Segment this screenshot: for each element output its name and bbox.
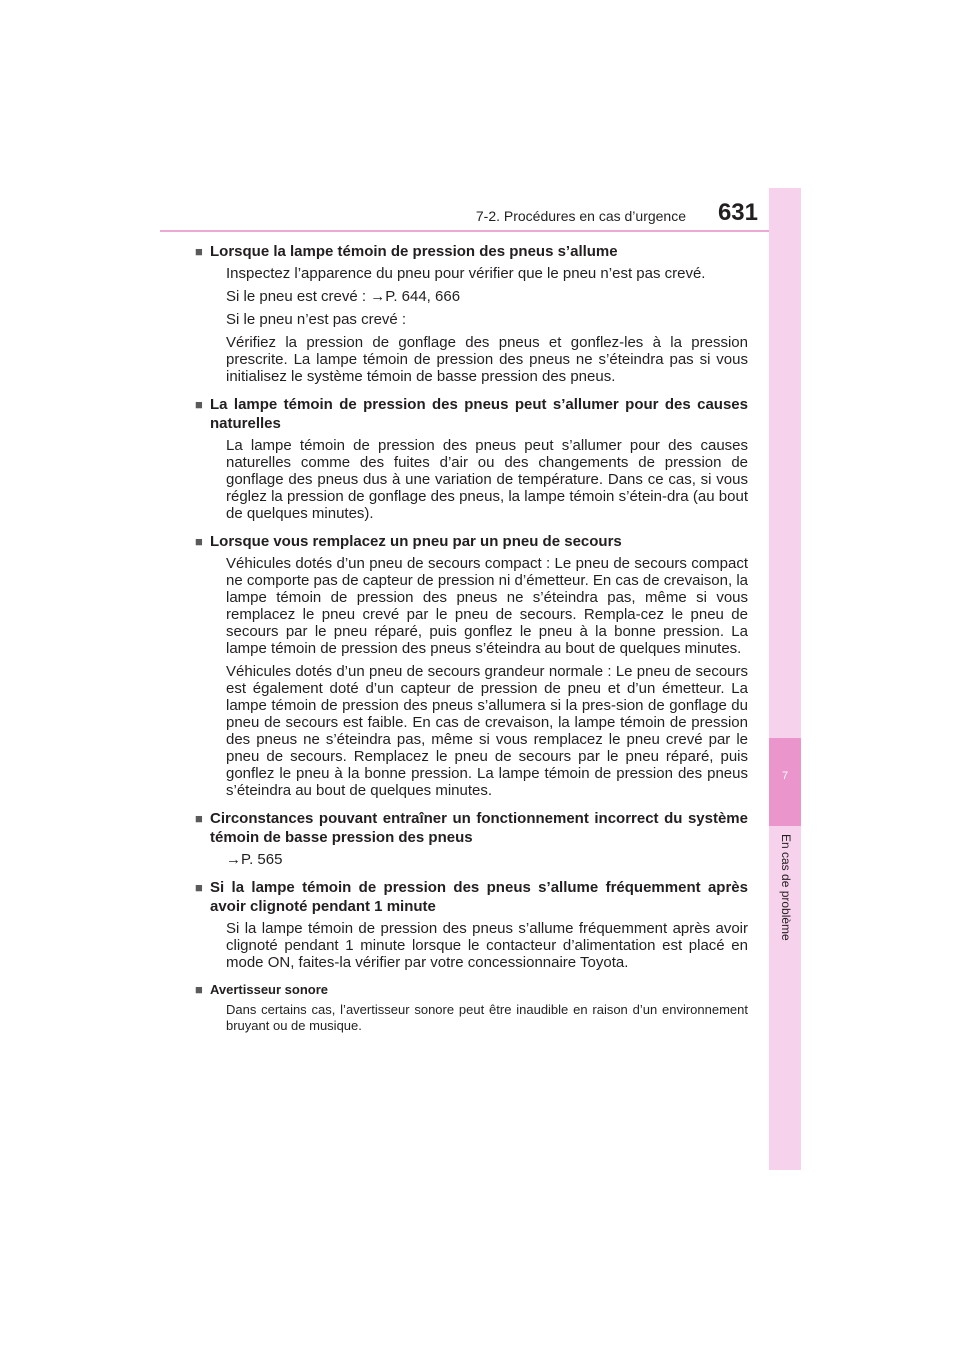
chapter-number: 7: [781, 770, 789, 782]
square-bullet-icon: ■: [195, 397, 203, 412]
square-bullet-icon: ■: [195, 880, 203, 895]
section-heading-text: Lorsque la lampe témoin de pression des pneus s’allume: [210, 243, 618, 260]
section-heading-text: Lorsque vous remplacez un pneu par un pneu de secours: [210, 533, 622, 550]
section-heading: [195, 878, 748, 916]
header-rule: [160, 230, 800, 232]
section-paragraph: Si la lampe témoin de pression des pneus s’allume fréquemment après avoir clignoté pendant 1 minute lorsque le contacteur d’alimentation est placé en mode ON, faites-la vérifier par votre concessionnaire Toyota.: [226, 920, 748, 971]
section-heading-text: Circonstances pouvant entraîner un fonctionnement incorrect du système témoin de basse pression des pneus: [210, 810, 748, 846]
section-paragraph: La lampe témoin de pression des pneus peut s’allumer pour des causes naturelles comme des fuites d’air ou des changements de pression de gonflage des pneus dus à une variation de température. Dans ce cas, si vous réglez la pression de gonflage des pneus, la lampe témoin s’étein-dra (au bout de quelques minutes).: [226, 437, 748, 522]
section-heading: [195, 981, 748, 998]
chapter-number-tab: [769, 738, 801, 826]
square-bullet-icon: ■: [195, 982, 203, 997]
section-heading: [195, 532, 748, 551]
section-paragraph: Vérifiez la pression de gonflage des pneus et gonflez-les à la pression prescrite. La lampe témoin de pression des pneus ne s’éteindra pas si vous initialisez le système témoin de basse pression des pneus.: [226, 334, 748, 385]
section-heading-text: Si la lampe témoin de pression des pneus s’allume fréquemment après avoir clignoté pendant 1 minute: [210, 879, 748, 915]
page-number: 631: [717, 199, 758, 226]
section-paragraph: →P. 565: [226, 851, 283, 868]
section-paragraph: Inspectez l’apparence du pneu pour vérifier que le pneu n’est pas crevé.: [226, 265, 706, 282]
section-block: [195, 532, 748, 799]
section-paragraph: Véhicules dotés d’un pneu de secours compact : Le pneu de secours compact ne comporte pas de capteur de pression ni d’émetteur. En cas de crevaison, la lampe témoin de pression des pneus ne s’éteindra pas, même si vous remplacez le pneu crevé par le pneu de secours. Rempla-cez le pneu de secours par le pneu réparé, puis gonflez le pneu à la bonne pression. La lampe témoin de pression des pneus s’éteindra au bout de quelques minutes.: [226, 555, 748, 657]
square-bullet-icon: ■: [195, 811, 203, 826]
section-heading: [195, 395, 748, 433]
chapter-side-tab: [769, 188, 801, 1170]
page-content: [195, 242, 748, 1044]
square-bullet-icon: ■: [195, 534, 203, 549]
section-heading-text: Avertisseur sonore: [210, 982, 329, 997]
section-paragraph: Dans certains cas, l’avertisseur sonore peut être inaudible en raison d’un environnement bruyant ou de musique.: [226, 1002, 748, 1033]
chapter-title: En cas de problème: [779, 834, 793, 941]
section-block: [195, 878, 748, 971]
section-paragraph: Si le pneu n’est pas crevé :: [226, 311, 407, 328]
section-block: [195, 395, 748, 522]
section-block: [195, 809, 748, 868]
section-heading: [195, 809, 748, 847]
section-block: [195, 242, 748, 385]
section-heading-text: La lampe témoin de pression des pneus peut s’allumer pour des causes naturelles: [210, 396, 748, 432]
square-bullet-icon: ■: [195, 244, 203, 259]
section-block: [195, 981, 748, 1034]
section-paragraph: Si le pneu est crevé : →P. 644, 666: [226, 288, 461, 305]
section-heading: [195, 242, 748, 261]
section-paragraph: Véhicules dotés d’un pneu de secours grandeur normale : Le pneu de secours est également doté d’un capteur de pression de pneu et d’un émetteur. La lampe témoin de pression des pneus s’allumera si la pres-sion de gonflage du pneu de secours est faible. En cas de crevaison, la lampe témoin de pression des pneus ne s’éteindra pas, même si vous remplacez le pneu crevé par le pneu de secours. Remplacez le pneu de secours par le pneu réparé, puis gonflez le pneu à la bonne pression. La lampe témoin de pression des pneus s’éteindra au bout de quelques minutes.: [226, 663, 748, 799]
header-section-title: 7-2. Procédures en cas d’urgence: [475, 208, 686, 224]
